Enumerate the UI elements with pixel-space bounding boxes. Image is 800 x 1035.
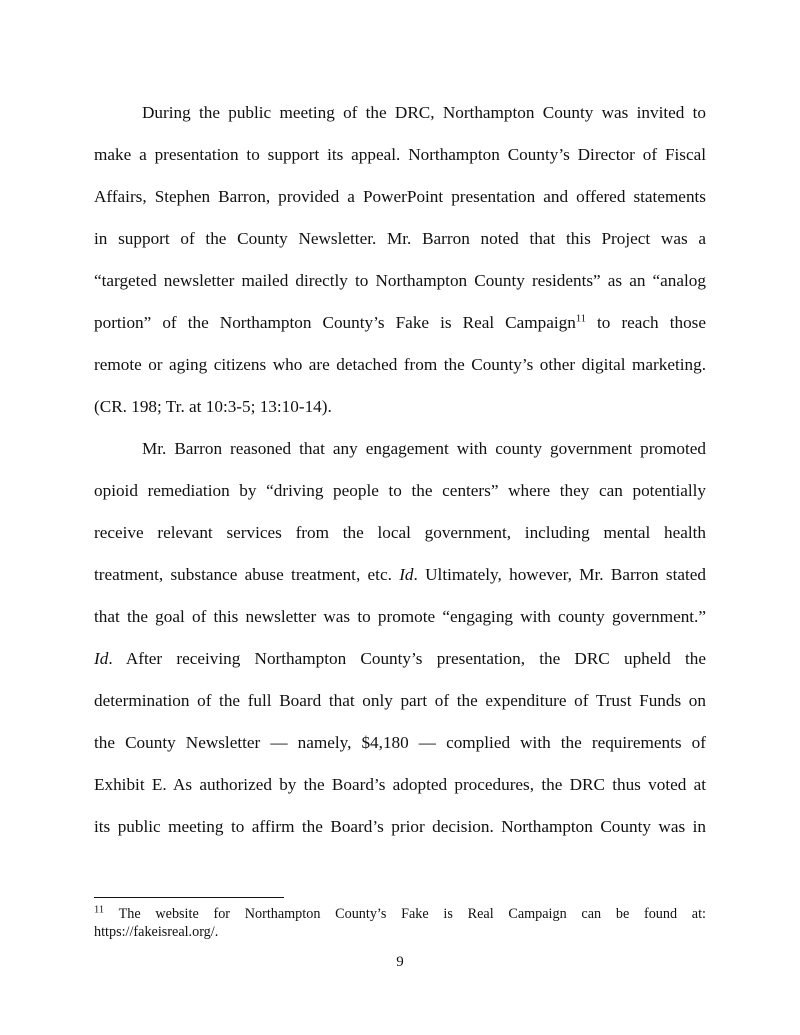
body-text xyxy=(94,92,706,848)
text-line: the County Newsletter — namely, $4,180 — complied with the requirements of xyxy=(94,733,706,752)
text-line: remote or aging citizens who are detached from the County’s other digital marketing. xyxy=(94,355,706,374)
text-line-with-footnote xyxy=(94,302,706,344)
text-line: make a presentation to support its appeal. Northampton County’s Director of Fiscal xyxy=(94,145,706,164)
footnote xyxy=(94,906,706,941)
text-line: opioid remediation by “driving people to the centers” where they can potentially xyxy=(94,481,706,500)
text-line-with-citation xyxy=(94,554,706,596)
text-segment: portion” of the Northampton County’s Fake is Real Campaign xyxy=(94,313,576,332)
text-segment: . Ultimately, however, Mr. Barron stated xyxy=(413,565,706,584)
text-line: its public meeting to affirm the Board’s prior decision. Northampton County was in xyxy=(94,817,706,836)
footnote-divider xyxy=(94,897,284,898)
paragraph-2 xyxy=(94,428,706,848)
text-line: Mr. Barron reasoned that any engagement with county government promoted xyxy=(142,439,706,458)
text-line: determination of the full Board that only part of the expenditure of Trust Funds on xyxy=(94,691,706,710)
text-line: in support of the County Newsletter. Mr. Barron noted that this Project was a xyxy=(94,229,706,248)
text-line: “targeted newsletter mailed directly to Northampton County residents” as an “analog xyxy=(94,271,706,290)
text-line: During the public meeting of the DRC, Northampton County was invited to xyxy=(142,103,706,122)
text-line: (CR. 198; Tr. at 10:3-5; 13:10-14). xyxy=(94,397,332,416)
text-line: Exhibit E. As authorized by the Board’s adopted procedures, the DRC thus voted at xyxy=(94,775,706,794)
citation-id: Id xyxy=(399,565,414,584)
footnote-url: https://fakeisreal.org/. xyxy=(94,923,219,940)
text-line: that the goal of this newsletter was to promote “engaging with county government.” xyxy=(94,607,706,626)
footnote-reference: 11 xyxy=(575,313,586,325)
footnote-number: 11 xyxy=(94,904,105,916)
paragraph-1 xyxy=(94,92,706,428)
page-number: 9 xyxy=(396,954,404,970)
footnote-line xyxy=(94,906,706,924)
text-segment: treatment, substance abuse treatment, etc. xyxy=(94,565,392,584)
text-segment: to reach those xyxy=(597,313,706,332)
footnote-text: The website for Northampton County’s Fake is Real Campaign can be found at: xyxy=(118,906,706,922)
text-line-with-citation xyxy=(94,638,706,680)
text-segment: . After receiving Northampton County’s presentation, the DRC upheld the xyxy=(108,649,706,668)
citation-id: Id xyxy=(94,649,109,668)
text-line: Affairs, Stephen Barron, provided a PowerPoint presentation and offered statements xyxy=(94,187,706,206)
text-line: receive relevant services from the local government, including mental health xyxy=(94,523,706,542)
